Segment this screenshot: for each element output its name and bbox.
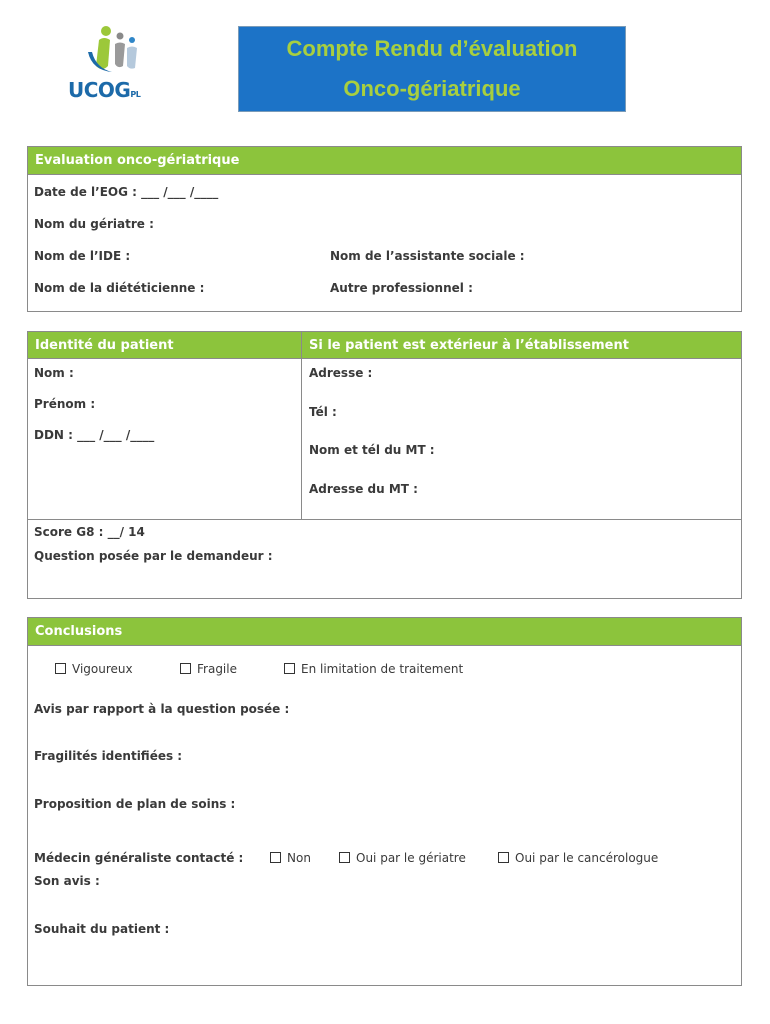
ddn-field: DDN : ___ /___ /____	[34, 428, 155, 442]
option-fragile[interactable]: Fragile	[180, 662, 237, 676]
evaluation-section	[27, 146, 742, 312]
identite-section	[27, 331, 742, 599]
eog-date-field: Date de l’EOG : ___ /___ /____	[34, 185, 219, 199]
nom-field: Nom :	[34, 366, 74, 380]
score-g8-field: Score G8 : __/ 14	[34, 525, 145, 539]
title-box	[238, 26, 626, 112]
option-limitation[interactable]: En limitation de traitement	[284, 662, 463, 676]
assistante-field: Nom de l’assistante sociale :	[330, 249, 525, 263]
checkbox-icon[interactable]	[270, 852, 281, 863]
checkbox-icon[interactable]	[55, 663, 66, 674]
son-avis-field: Son avis :	[34, 874, 100, 888]
ide-field: Nom de l’IDE :	[34, 249, 131, 263]
exterieur-header: Si le patient est extérieur à l’établissement	[302, 332, 741, 359]
conclusions-section	[27, 617, 742, 986]
option-vigoureux[interactable]: Vigoureux	[55, 662, 133, 676]
identite-header: Identité du patient	[28, 332, 302, 359]
adresse-mt-field: Adresse du MT :	[309, 482, 418, 496]
logo-text: UCOGPL	[68, 78, 141, 102]
autre-professionnel-field: Autre professionnel :	[330, 281, 473, 295]
checkbox-icon[interactable]	[180, 663, 191, 674]
option-geriatre[interactable]: Oui par le gériatre	[339, 851, 466, 865]
ucog-logo	[68, 22, 168, 104]
row-divider	[28, 519, 741, 520]
people-logo-icon	[82, 22, 152, 80]
conclusions-header: Conclusions	[28, 618, 741, 646]
mt-field: Nom et tél du MT :	[309, 443, 435, 457]
avis-field: Avis par rapport à la question posée :	[34, 702, 290, 716]
question-field: Question posée par le demandeur :	[34, 549, 273, 563]
medecin-contacte-field: Médecin généraliste contacté :	[34, 851, 244, 865]
title-line-1: Compte Rendu d’évaluation	[286, 36, 578, 61]
evaluation-header: Evaluation onco-gériatrique	[28, 147, 741, 175]
prenom-field: Prénom :	[34, 397, 96, 411]
checkbox-icon[interactable]	[284, 663, 295, 674]
title-line-2: Onco-gériatrique	[343, 76, 521, 101]
tel-field: Tél :	[309, 405, 337, 419]
adresse-field: Adresse :	[309, 366, 373, 380]
geriatre-field: Nom du gériatre :	[34, 217, 154, 231]
checkbox-icon[interactable]	[339, 852, 350, 863]
plan-soins-field: Proposition de plan de soins :	[34, 797, 236, 811]
fragilites-field: Fragilités identifiées :	[34, 749, 183, 763]
option-cancerologue[interactable]: Oui par le cancérologue	[498, 851, 658, 865]
souhait-field: Souhait du patient :	[34, 922, 170, 936]
dieteticienne-field: Nom de la diététicienne :	[34, 281, 205, 295]
column-divider	[301, 332, 302, 519]
option-non[interactable]: Non	[270, 851, 311, 865]
checkbox-icon[interactable]	[498, 852, 509, 863]
